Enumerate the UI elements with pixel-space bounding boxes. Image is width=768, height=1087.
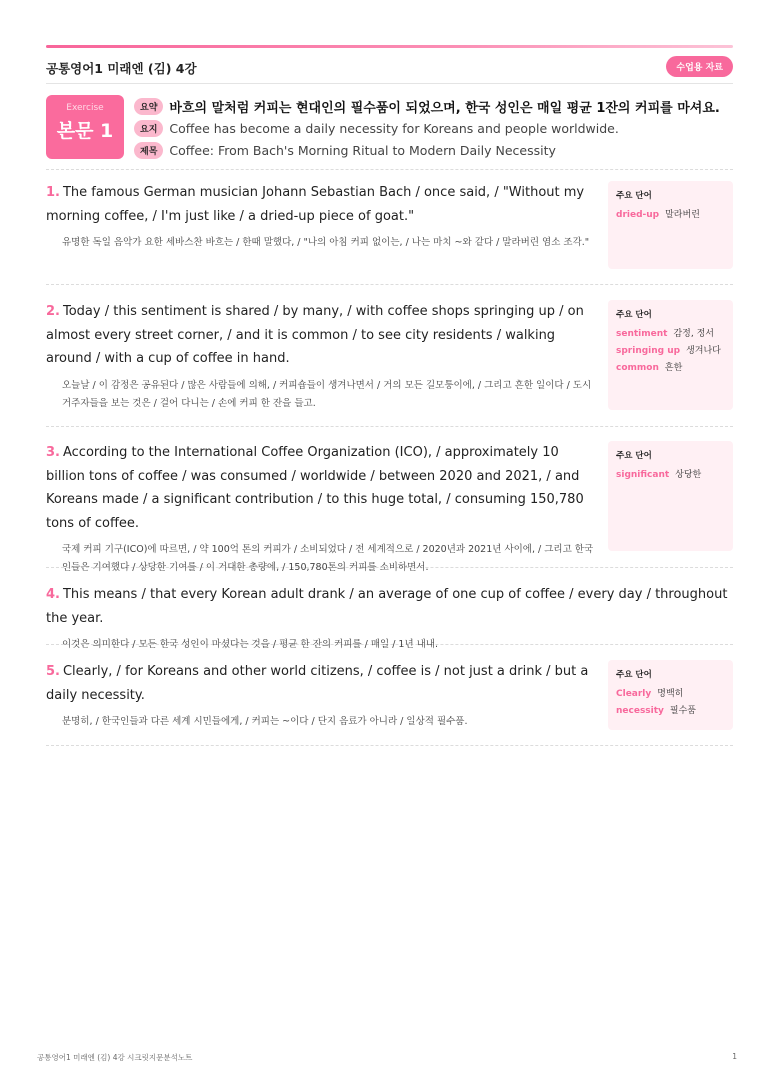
vocab-item: sentiment 감정, 정서	[616, 329, 714, 339]
summary-text: 바흐의 말처럼 커피는 현대인의 필수품이 되었으며, 한국 성인은 매일 평균 1잔의 커피를 마셔요.	[169, 100, 720, 116]
vocab-item: common 흔한	[616, 363, 683, 373]
title-tag: 제목	[134, 142, 163, 159]
vocab-box	[608, 181, 733, 269]
vocab-title: 주요 단어	[616, 451, 652, 461]
intro-rows	[134, 95, 720, 161]
english-sentence: 3. According to the International Coffee Organization (ICO), / approximately 10 billion tons of coffee / was consumed / worldwide / between 2020 and 2021, / and Koreans made / a significant contribution / to this huge total, / consuming 150,780 tons of coffee.	[46, 445, 584, 531]
page	[46, 0, 733, 1087]
page-title: 공통영어1 미래엔 (김) 4강	[46, 60, 197, 76]
sentence-number: 3.	[46, 445, 60, 460]
vocab-item: dried-up 말라버린	[616, 210, 700, 220]
summary-row	[134, 95, 720, 117]
sentence-number: 1.	[46, 185, 60, 200]
vocab-box	[608, 300, 733, 410]
sentence-block	[46, 660, 733, 746]
vocab-item: Clearly 명백히	[616, 689, 684, 699]
gist-row	[134, 117, 720, 139]
gist-tag: 요지	[134, 120, 163, 137]
korean-translation: 이것은 의미한다 / 모든 한국 성인이 마셨다는 것을 / 평균 한 잔의 커피를 / 매일 / 1년 내내.	[62, 639, 439, 650]
korean-translation: 국제 커피 기구(ICO)에 따르면, / 약 100억 톤의 커피가 / 소비되었다 / 전 세계적으로 / 2020년과 2021년 사이에, / 그리고 한국인들은 기여했다 / 상당한 기여를 / 이 거대한 총량에, / 150,780톤의 커피를 소비하면서.	[62, 544, 594, 573]
sentence-block	[46, 181, 733, 285]
passage-intro	[46, 95, 733, 170]
sentence-block	[46, 583, 733, 650]
vocab-title: 주요 단어	[616, 310, 652, 320]
korean-translation: 유명한 독일 음악가 요한 세바스찬 바흐는 / 한때 말했다, / "나의 아침 커피 없이는, / 나는 마치 ~와 같다 / 말라버린 염소 조각."	[62, 237, 590, 248]
korean-translation: 오늘날 / 이 감정은 공유된다 / 많은 사람들에 의해, / 커피숍들이 생겨나면서 / 거의 모든 길모퉁이에, / 그리고 흔한 일이다 / 도시 거주자들을 보는 것은 / 걸어 다니는 / 손에 커피 한 잔을 들고.	[62, 379, 592, 409]
vocab-item: springing up 생겨나다	[616, 346, 721, 356]
exercise-label: Exercise	[66, 103, 104, 113]
english-sentence: 1. The famous German musician Johann Sebastian Bach / once said, / "Without my morning coffee, / I'm just like / a dried-up piece of goat."	[46, 185, 585, 224]
page-footer	[37, 1052, 737, 1063]
korean-translation: 분명히, / 한국인들과 다른 세계 시민들에게, / 커피는 ~이다 / 단지 음료가 아니라 / 일상적 필수품.	[62, 716, 468, 727]
vocab-item: necessity 필수품	[616, 706, 697, 716]
page-header	[46, 56, 733, 84]
class-material-badge: 수업용 자료	[666, 56, 733, 77]
english-sentence: 4. This means / that every Korean adult drank / an average of one cup of coffee / every day / throughout the year.	[46, 587, 728, 626]
english-sentence: 2. Today / this sentiment is shared / by many, / with coffee shops springing up / on almost every street corner, / and it is common / to see city residents / walking around / with a cup of coffee in hand.	[46, 304, 584, 366]
vocab-box	[608, 660, 733, 730]
title-text: Coffee: From Bach's Morning Ritual to Modern Daily Necessity	[169, 142, 556, 158]
exercise-box	[46, 95, 124, 159]
gist-text: Coffee has become a daily necessity for Koreans and people worldwide.	[169, 120, 619, 136]
sentence-number: 5.	[46, 664, 60, 679]
english-sentence: 5. Clearly, / for Koreans and other world citizens, / coffee is / not just a drink / but a daily necessity.	[46, 664, 589, 703]
vocab-item: significant 상당한	[616, 470, 702, 480]
sentence-number: 4.	[46, 587, 60, 602]
vocab-box	[608, 441, 733, 551]
footer-title: 공통영어1 미래엔 (김) 4강 시크릿지문분석노트	[37, 1053, 193, 1062]
page-number: 1	[732, 1052, 737, 1061]
vocab-title: 주요 단어	[616, 670, 652, 680]
top-accent-rule	[46, 45, 733, 48]
sentence-number: 2.	[46, 304, 60, 319]
exercise-title: 본문 1	[56, 120, 114, 142]
summary-tag: 요약	[134, 98, 163, 115]
vocab-title: 주요 단어	[616, 191, 652, 201]
sentence-block	[46, 441, 733, 573]
title-row	[134, 139, 720, 161]
sentence-block	[46, 300, 733, 427]
